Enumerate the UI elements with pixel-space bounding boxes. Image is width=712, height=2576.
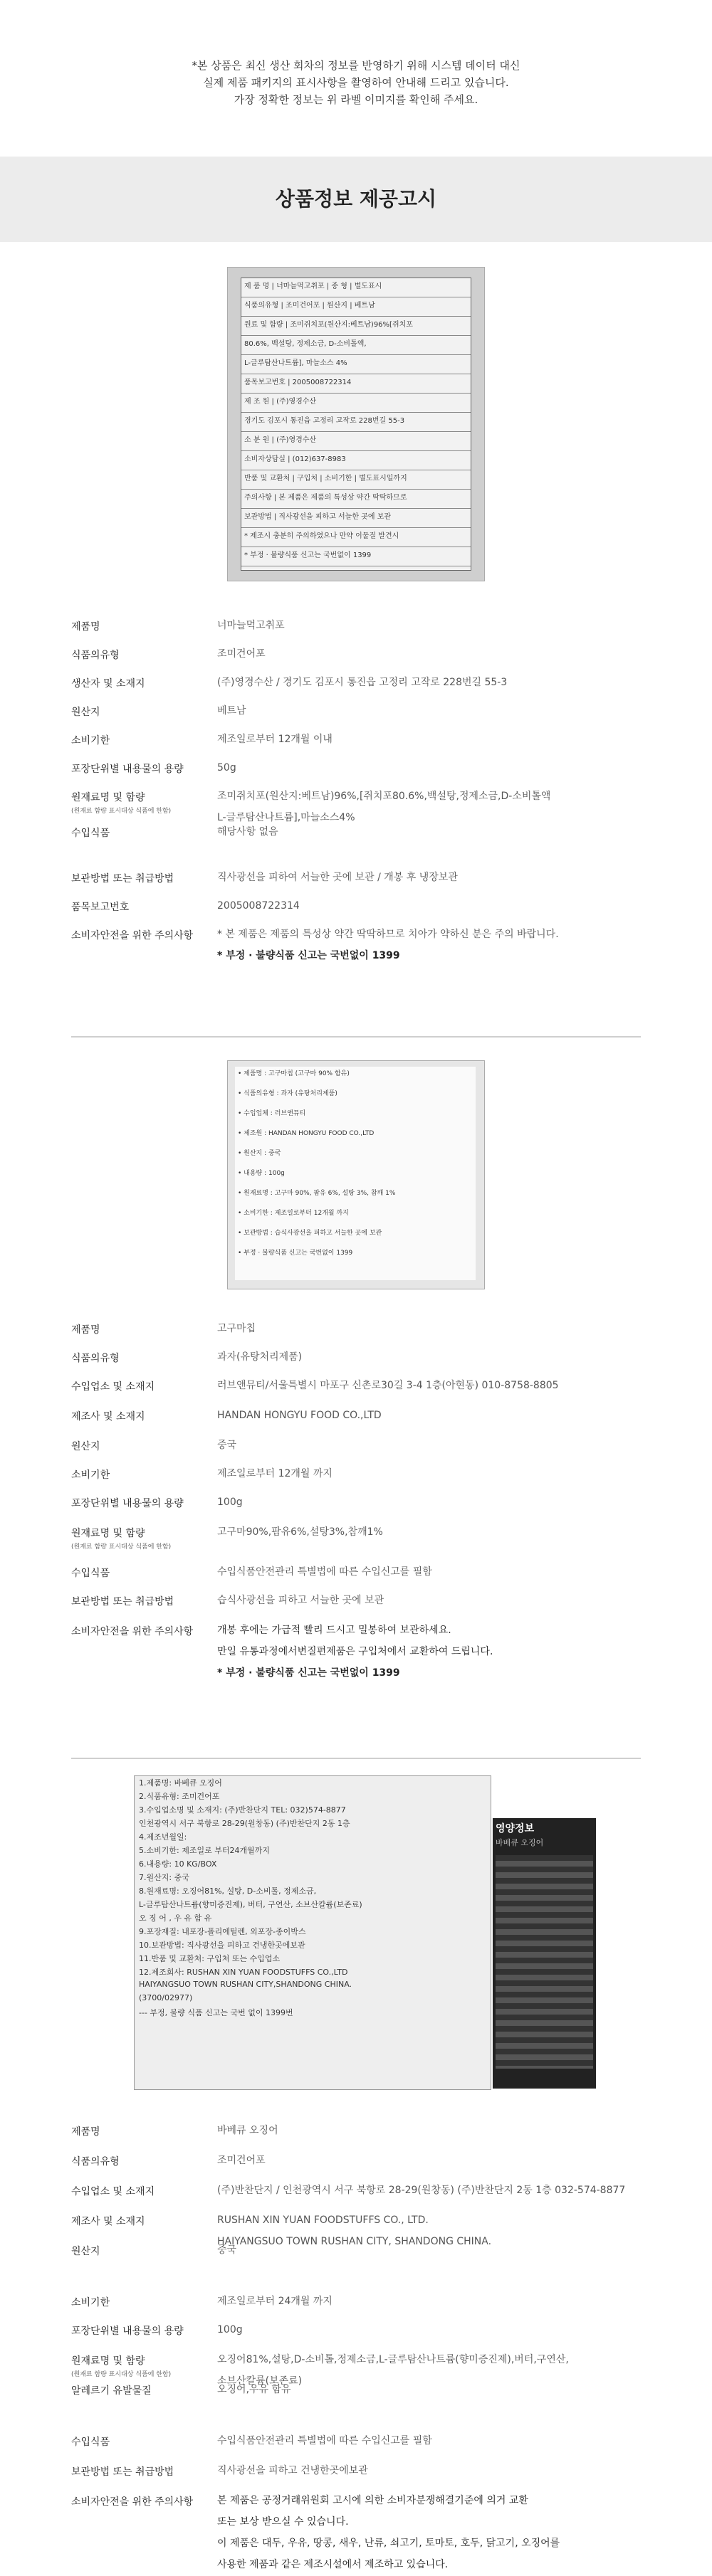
notice: [0, 0, 712, 107]
info-value-line: 또는 보상 받으실 수 있습니다.: [217, 2516, 349, 2528]
info-label: 포장단위별 내용물의 용량: [71, 1498, 184, 1509]
info-value: [217, 643, 659, 665]
label-text-line: 품목보고번호 | 2005008722314: [241, 374, 471, 394]
info-value-line: 해당사항 없음: [217, 826, 278, 838]
info-label: 소비자안전을 위한 주의사항: [71, 1626, 194, 1637]
label-text-line: • 제품명 : 고구마칩 (고구마 90% 함유): [238, 1070, 350, 1077]
info-label: 제조사 및 소재지: [71, 2216, 145, 2227]
info-label: 제품명: [71, 1324, 100, 1336]
info-value-line: 제조일로부터 12개월 까지: [217, 1468, 333, 1479]
info-value-line: 제조일로부터 12개월 이내: [217, 734, 333, 745]
label-text-line: • 소비기한 : 제조일로부터 12개월 까지: [238, 1210, 349, 1217]
info-value: [217, 924, 659, 966]
info-label: 보관방법 또는 취급방법: [71, 2466, 174, 2478]
label-text-line: 반품 및 교환처 | 구입처 | 소비기한 | 별도표시일까지: [241, 470, 471, 490]
info-label: 수입업소 및 소재지: [71, 1381, 155, 1393]
info-value: [217, 821, 659, 843]
info-label: 소비기한: [71, 1469, 110, 1481]
info-label: 원재료명 및 함량 (원재료 함량 표시대상 식품에 한함): [71, 790, 214, 815]
label-text-line: 제 조 원 | (주)영경수산: [241, 394, 471, 413]
info-label: 제조사 및 소재지: [71, 1411, 145, 1422]
info-value-line: 100g: [217, 2324, 243, 2335]
info-value: [217, 1590, 659, 1611]
label-text-line: 4.제조년월일:: [139, 1832, 187, 1842]
label-text-line: * 제조시 충분히 주의하였으나 만약 이물질 발견시: [241, 528, 471, 547]
label-text-line: 오 징 어 , 우 유 함 유: [139, 1913, 212, 1923]
label-text-line: 6.내용량: 10 KG/BOX: [139, 1859, 217, 1869]
label-text-line: --- 부정, 불량 식품 신고는 국번 없이 1399번: [139, 2008, 293, 2017]
info-value: [217, 1620, 659, 1684]
info-value: [217, 1435, 659, 1456]
info-label: 원재료명 및 함량 (원재료 함량 표시대상 식품에 한함): [71, 1526, 214, 1551]
info-value-line: 소브산칼륨(보존료): [217, 2375, 303, 2387]
info-value: [217, 700, 659, 722]
info-value: [217, 2120, 659, 2141]
info-value-line: 본 제품은 공정거래위원회 고시에 의한 소비자분쟁해결기준에 의거 교환: [217, 2495, 528, 2506]
info-label: 보관방법 또는 취급방법: [71, 1596, 174, 1608]
info-label: 원산지: [71, 1441, 100, 1452]
info-value-line: 만일 유통과정에서변질편제품은 구입처에서 교환하여 드립니다.: [217, 1646, 493, 1657]
info-label: 수입식품: [71, 2437, 110, 2448]
info-label: 원재료명 및 함량 (원재료 함량 표시대상 식품에 한함): [71, 2353, 214, 2378]
info-value: [217, 867, 659, 888]
info-value-line: 제조일로부터 24개월 까지: [217, 2296, 333, 2307]
info-value-line: 오징어81%,설탕,D-소비톨,정제소금,L-글루탐산나트륨(향미증진제),버터,구연산,: [217, 2354, 569, 2365]
label-text-line: 인천광역시 서구 북항로 28-29(원창동) (주)반찬단지 2동 1층: [139, 1819, 350, 1828]
label-text-line: 80.6%, 백설탕, 정제소금, D-소비톨액,: [241, 336, 471, 355]
label-text-line: (3700/02977): [139, 1993, 193, 2002]
info-value-line: 사용한 제품과 같은 제조시설에서 제조하고 있습니다.: [217, 2559, 449, 2570]
info-value: [217, 2319, 659, 2340]
info-label-note: (원재료 함량 표시대상 식품에 한함): [71, 1543, 172, 1551]
info-value-line: (주)반찬단지 / 인천광역시 서구 북항로 28-29(원창동) (주)반찬단지 2동 1층 032-574-8877: [217, 2185, 626, 2196]
info-value: [217, 2379, 659, 2400]
info-value-line: 너마늘먹고취포: [217, 620, 285, 631]
info-label: 수입식품: [71, 1568, 110, 1579]
notice-line-3: 가장 정확한 정보는 위 라벨 이미지를 확인해 주세요.: [234, 93, 478, 106]
label-text-line: L-글루탐산나트륨], 마늘소스 4%: [241, 355, 471, 374]
info-value-line: * 본 제품은 제품의 특성상 약간 딱딱하므로 치아가 약하신 분은 주의 바랍니다.: [217, 929, 559, 940]
info-value-line: 조미건어포: [217, 2155, 266, 2166]
info-value: [217, 1346, 659, 1368]
info-value-line: 조미건어포: [217, 648, 266, 660]
info-value-line: 바베큐 오징어: [217, 2125, 278, 2136]
info-value-line: 직사광선을 피하여 서늘한 곳에 보관 / 개봉 후 냉장보관: [217, 872, 458, 883]
info-value-line: 러브앤뮤티/서울특별시 마포구 신촌로30길 3-4 1층(아현동) 010-8758-8805: [217, 1380, 559, 1391]
label-text-line: 제 품 명 | 너마늘먹고취포 | 종 형 | 별도표시: [241, 278, 471, 297]
info-value-line: 오징어,우유 함유: [217, 2384, 291, 2395]
label-text-line: 경기도 김포시 통진읍 고정리 고작로 228번길 55-3: [241, 413, 471, 432]
product-info-2: [71, 1322, 655, 1714]
label-text-line: • 식품의유형 : 과자 (유탕처리제품): [238, 1090, 337, 1097]
product-label-image-1: [227, 267, 485, 581]
info-value-line: 고구마90%,팜유6%,설탕3%,참깨1%: [217, 1526, 383, 1538]
label-text-line: 12.제조회사: RUSHAN XIN YUAN FOODSTUFFS CO.,LTD: [139, 1968, 348, 1977]
notice-line-2: 실제 제품 패키지의 표시사항을 촬영하여 안내해 드리고 있습니다.: [203, 76, 509, 89]
info-value-line: 중국: [217, 2244, 237, 2256]
info-value-line: 이 제품은 대두, 우유, 땅콩, 새우, 난류, 쇠고기, 토마토, 호두, 닭고기, 오징어를: [217, 2538, 560, 2549]
label-text-line: 8.원재료명: 오징어81%, 설탕, D-소비톨, 정제소금,: [139, 1886, 317, 1896]
info-label: 소비기한: [71, 2297, 110, 2308]
page-title: 상품정보 제공고시: [0, 157, 712, 242]
info-value-line: 수입식품안전관리 특별법에 따른 수입신고를 필함: [217, 2435, 432, 2446]
info-label: 원산지: [71, 707, 100, 718]
info-value: [217, 1375, 659, 1396]
product-info-1: [71, 619, 655, 961]
info-label: 제품명: [71, 621, 100, 633]
info-value: [217, 2239, 659, 2261]
product-label-image-2: [227, 1060, 485, 1289]
label-text-line: 5.소비기한: 제조일로 부터24개월까지: [139, 1846, 270, 1855]
label-text-line: 10.보관방법: 직사광선을 피하고 건냉한곳에보관: [139, 1941, 305, 1950]
label-text-line: * 부정 · 불량식품 신고는 국번없이 1399: [241, 547, 471, 566]
info-value: [217, 672, 659, 693]
label-text-line: 식품의유형 | 조미건어포 | 원산지 | 베트남: [241, 297, 471, 317]
info-value: [217, 2460, 659, 2481]
info-label: 생산자 및 소재지: [71, 678, 145, 690]
info-value-line: 직사광선을 피하고 건냉한곳에보관: [217, 2465, 368, 2476]
label-text-line: 7.원산지: 중국: [139, 1873, 189, 1882]
info-label: 수입업소 및 소재지: [71, 2186, 155, 2197]
label-text-line: 소비자상담실 | (012)637-8983: [241, 451, 471, 470]
info-label: 원산지: [71, 2246, 100, 2257]
nutrition-label: [493, 1818, 596, 2089]
info-label: 식품의유형: [71, 1353, 120, 1364]
label-text-line: • 원재료명 : 고구마 90%, 팜유 6%, 설탕 3%, 참깨 1%: [238, 1190, 396, 1197]
label-text-line: • 제조원 : HANDAN HONGYU FOOD CO.,LTD: [238, 1130, 375, 1137]
info-value: [217, 2180, 659, 2201]
info-label: 소비기한: [71, 735, 110, 746]
label-text-line: HAIYANGSUO TOWN RUSHAN CITY,SHANDONG CHINA.: [139, 1980, 352, 1989]
nutrition-subtitle: 바베큐 오징어: [496, 1838, 544, 1847]
info-label: 품목보고번호: [71, 902, 130, 913]
info-value-line: 베트남: [217, 705, 246, 717]
info-value-line: 중국: [217, 1440, 237, 1451]
info-value-line: 조미쥐치포(원산지:베트남)96%,[쥐치포80.6%,백설탕,정제소금,D-소비톨액: [217, 791, 551, 802]
info-label: 소비자안전을 위한 주의사항: [71, 2496, 194, 2508]
info-value-bold: * 부정 · 불량식품 신고는 국번없이 1399: [217, 950, 400, 961]
label-text-line: 주의사항 | 본 제품은 제품의 특성상 약간 딱딱하므로: [241, 490, 471, 509]
info-value: [217, 1405, 659, 1426]
info-label: 포장단위별 내용물의 용량: [71, 764, 184, 775]
info-label-note: (원재료 함량 표시대상 식품에 한함): [71, 2371, 172, 2378]
info-value: [217, 2490, 659, 2575]
info-value: [217, 1492, 659, 1513]
info-value: [217, 729, 659, 750]
product-info-3: [71, 2124, 655, 2570]
label-text-line: L-글루탐산나트륨(향미증진제), 버터, 구연산, 소브산칼륨(보존료): [139, 1900, 362, 1909]
label-text-line: 2.식품유형: 조미건어포: [139, 1792, 220, 1801]
info-value-line: RUSHAN XIN YUAN FOODSTUFFS CO., LTD.: [217, 2215, 429, 2226]
label-text-line: 11.반품 및 교환처: 구입처 또는 수입업소: [139, 1954, 281, 1963]
info-value-line: 과자(유탕처리제품): [217, 1351, 303, 1363]
nutrition-table: [496, 1855, 593, 2069]
info-value-line: 고구마칩: [217, 1323, 256, 1334]
info-value: [217, 1521, 659, 1543]
info-value: [217, 2150, 659, 2171]
label-text-line: • 부정 · 불량식품 신고는 국번없이 1399: [238, 1250, 353, 1257]
label-text-line: • 보관방법 : 습식사광선을 피하고 서늘한 곳에 보관: [238, 1230, 382, 1237]
info-label: 소비자안전을 위한 주의사항: [71, 930, 194, 941]
notice-line-1: *본 상품은 최신 생산 회차의 정보를 반영하기 위해 시스템 데이터 대신: [192, 59, 520, 72]
info-value-line: 50g: [217, 762, 236, 774]
info-value-line: (주)영경수산 / 경기도 김포시 통진읍 고정리 고작로 228번길 55-3: [217, 677, 508, 688]
product-label-image-3: [134, 1775, 491, 2090]
info-value: [217, 1318, 659, 1339]
info-value-bold: * 부정 · 불량식품 신고는 국번없이 1399: [217, 1667, 400, 1679]
info-value: [217, 895, 659, 917]
info-value-line: 습식사광선을 피하고 서늘한 곳에 보관: [217, 1595, 384, 1606]
info-value-line: L-글루탐산나트륨],마늘소스4%: [217, 812, 355, 823]
label-text-line: 3.수입업소명 및 소재지: (주)반찬단지 TEL: 032)574-8877: [139, 1805, 346, 1815]
divider: [71, 1036, 641, 1038]
info-value: [217, 2430, 659, 2451]
info-value: [217, 2291, 659, 2312]
info-value-line: HANDAN HONGYU FOOD CO.,LTD: [217, 1410, 382, 1421]
info-value-line: 2005008722314: [217, 900, 300, 912]
info-label: 제품명: [71, 2126, 100, 2138]
label-text-line: 보관방법 | 직사광선을 피하고 서늘한 곳에 보관: [241, 509, 471, 528]
info-value-line: 개봉 후에는 가급적 빨리 드시고 밀봉하여 보관하세요.: [217, 1625, 451, 1636]
info-value: [217, 1561, 659, 1583]
nutrition-title: 영양정보: [496, 1823, 535, 1835]
info-label: 알레르기 유발물질: [71, 2385, 152, 2397]
info-label: 식품의유형: [71, 2156, 120, 2168]
label-text-line: 9.포장재질: 내포장-폴리에틸렌, 외포장-종이박스: [139, 1927, 306, 1936]
label-text-line: 1.제품명: 바베큐 오징어: [139, 1778, 222, 1788]
label-text-line: • 내용량 : 100g: [238, 1170, 285, 1177]
label-text-line: 원료 및 함량 | 조미쥐치포(원산지:베트남)96%[쥐치포: [241, 317, 471, 336]
info-value: [217, 757, 659, 778]
info-label: 포장단위별 내용물의 용량: [71, 2326, 184, 2337]
divider: [71, 1758, 641, 1759]
info-value: [217, 1463, 659, 1484]
info-value-line: 100g: [217, 1496, 243, 1508]
info-label: 보관방법 또는 취급방법: [71, 873, 174, 885]
info-value-line: 수입식품안전관리 특별법에 따른 수입신고를 필함: [217, 1566, 432, 1578]
label-text-line: 소 분 원 | (주)영경수산: [241, 432, 471, 451]
info-value: [217, 615, 659, 636]
info-value-line: HAIYANGSUO TOWN RUSHAN CITY, SHANDONG CHINA.: [217, 2236, 492, 2247]
label-text-line: • 수입업체 : 러브앤뮤티: [238, 1110, 306, 1117]
info-label: 식품의유형: [71, 650, 120, 661]
info-label-note: (원재료 함량 표시대상 식품에 한함): [71, 808, 172, 815]
label-text-line: • 원산지 : 중국: [238, 1150, 281, 1157]
info-label: 수입식품: [71, 828, 110, 839]
